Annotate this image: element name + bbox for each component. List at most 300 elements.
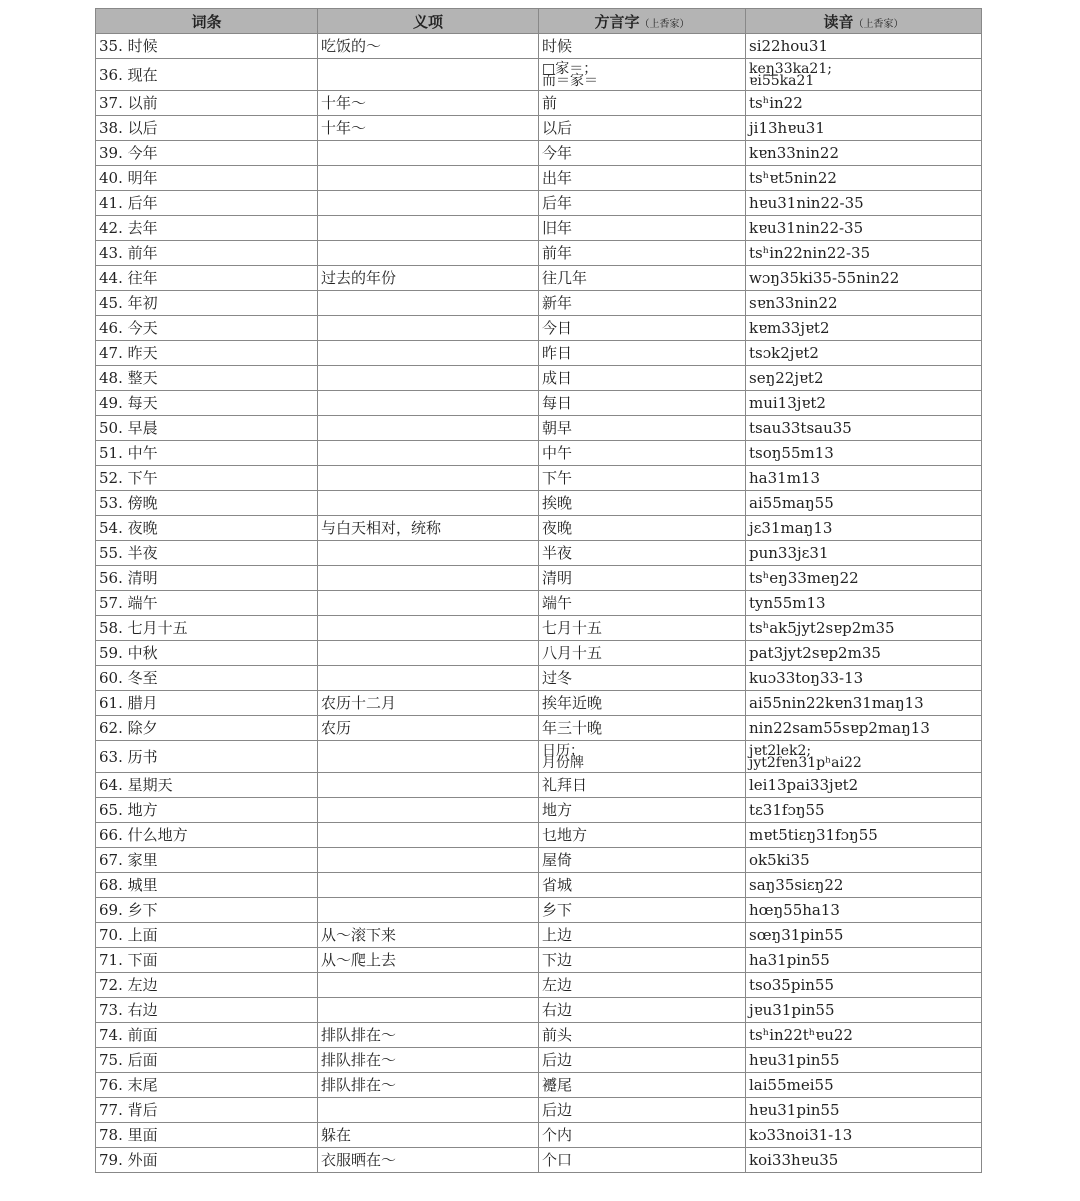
cell-reading-text: tsʰin22nin22-35 [749,244,871,262]
cell-meaning [318,666,539,691]
cell-dialect-text: 挨晚 [542,494,573,512]
cell-word [96,1123,318,1148]
cell-meaning [318,716,539,741]
cell-meaning [318,1123,539,1148]
table-row [96,391,982,416]
table-row [96,266,982,291]
cell-reading [746,616,982,641]
cell-reading-text: koi33hɐu35 [749,1151,839,1169]
cell-reading-text: tsau33tsau35 [749,419,852,437]
cell-word [96,691,318,716]
cell-dialect [539,266,746,291]
table-row [96,973,982,998]
cell-word-text: 47. 昨天 [99,344,158,362]
cell-reading-text: tsʰak5jyt2sɐp2m35 [749,619,895,637]
cell-dialect [539,898,746,923]
cell-dialect-text: □家＝； [542,60,598,77]
cell-word-text: 60. 冬至 [99,669,158,687]
cell-word-text: 56. 清明 [99,569,158,587]
cell-dialect [539,666,746,691]
cell-word [96,191,318,216]
table-row [96,591,982,616]
cell-word [96,873,318,898]
cell-meaning [318,241,539,266]
cell-dialect-text: 年三十晚 [542,719,603,737]
cell-meaning [318,1023,539,1048]
cell-reading [746,241,982,266]
cell-dialect [539,1073,746,1098]
cell-word [96,466,318,491]
cell-word [96,666,318,691]
cell-reading-text: hœŋ55ha13 [749,901,840,919]
table-row [96,34,982,59]
cell-meaning [318,516,539,541]
cell-reading-text: jɐt2lek2; [749,742,812,759]
cell-reading-text: ha31pin55 [749,951,830,969]
cell-dialect-text: 过冬 [542,669,573,687]
vocabulary-table-container [95,8,981,1173]
table-row [96,216,982,241]
cell-reading [746,1123,982,1148]
cell-dialect-text: 下午 [542,469,573,487]
cell-reading-text: ɐi55ka21 [749,72,815,89]
cell-dialect [539,848,746,873]
cell-meaning [318,416,539,441]
cell-word-text: 58. 七月十五 [99,619,188,637]
cell-word [96,898,318,923]
cell-dialect [539,291,746,316]
cell-dialect-text: 䙯尾 [542,1076,573,1094]
cell-word [96,716,318,741]
cell-word-text: 50. 早晨 [99,419,158,437]
cell-reading-text: pat3jyt2sɐp2m35 [749,644,881,662]
cell-word [96,141,318,166]
cell-dialect-text: 右边 [542,1001,573,1019]
cell-word-text: 43. 前年 [99,244,158,262]
table-row [96,241,982,266]
cell-meaning [318,266,539,291]
cell-dialect [539,716,746,741]
cell-dialect-text: 个内 [542,1126,573,1144]
cell-reading-text: kɐn33nin22 [749,144,839,162]
cell-dialect [539,641,746,666]
cell-dialect [539,466,746,491]
cell-dialect-text: 左边 [542,976,573,994]
cell-dialect-text: 新年 [542,294,573,312]
cell-reading-text: mɐt5tiɛŋ31fɔŋ55 [749,826,878,844]
cell-dialect [539,116,746,141]
cell-reading-text: seŋ22jɐt2 [749,369,824,387]
cell-meaning-text: 过去的年份 [321,269,397,287]
cell-word [96,823,318,848]
cell-reading-text: kɔ33noi31-13 [749,1126,853,1144]
cell-meaning-text: 十年～ [321,94,367,112]
cell-dialect [539,216,746,241]
cell-reading [746,191,982,216]
cell-dialect-text: 乡下 [542,901,573,919]
cell-dialect [539,1048,746,1073]
cell-dialect [539,391,746,416]
cell-word [96,91,318,116]
cell-word [96,391,318,416]
cell-dialect-text: 朝早 [542,419,573,437]
cell-dialect [539,1023,746,1048]
cell-word [96,241,318,266]
cell-word-text: 69. 乡下 [99,901,158,919]
cell-dialect [539,741,746,773]
cell-dialect-text: 礼拜日 [542,776,588,794]
cell-dialect [539,91,746,116]
cell-word-text: 55. 半夜 [99,544,158,562]
cell-reading [746,1048,982,1073]
cell-dialect-text: 中午 [542,444,573,462]
cell-reading [746,59,982,91]
cell-word [96,166,318,191]
cell-reading [746,923,982,948]
cell-reading [746,873,982,898]
cell-word [96,1073,318,1098]
cell-meaning [318,141,539,166]
cell-word-text: 54. 夜晚 [99,519,158,537]
cell-reading-text: tɛ31fɔŋ55 [749,801,825,819]
table-row [96,741,982,773]
cell-reading [746,366,982,391]
cell-reading [746,141,982,166]
cell-reading [746,441,982,466]
table-row [96,1073,982,1098]
cell-word-text: 78. 里面 [99,1126,158,1144]
cell-meaning-text: 排队排在～ [321,1026,397,1044]
cell-meaning [318,341,539,366]
cell-reading [746,823,982,848]
cell-reading [746,491,982,516]
table-row [96,691,982,716]
cell-reading-text: si22hou31 [749,37,829,55]
cell-meaning [318,691,539,716]
cell-dialect-text: 日历； [542,742,584,759]
cell-reading-text: hɐu31pin55 [749,1051,840,1069]
cell-meaning-text: 从～爬上去 [321,951,397,969]
cell-reading [746,416,982,441]
cell-dialect-text: 乜地方 [542,826,588,844]
cell-reading-text: hɐu31pin55 [749,1101,840,1119]
cell-reading [746,741,982,773]
cell-word [96,266,318,291]
table-row [96,1023,982,1048]
cell-reading-text: lai55mei55 [749,1076,834,1094]
cell-dialect [539,1123,746,1148]
cell-reading-text: tsʰeŋ33meŋ22 [749,569,859,587]
cell-word [96,416,318,441]
cell-word-text: 77. 背后 [99,1101,158,1119]
cell-reading-text: sœŋ31pin55 [749,926,844,944]
cell-meaning-text: 躲在 [321,1126,352,1144]
cell-dialect [539,798,746,823]
table-row [96,366,982,391]
cell-dialect-text: 清明 [542,569,573,587]
cell-word [96,541,318,566]
cell-dialect [539,416,746,441]
cell-meaning [318,898,539,923]
header-meaning: 义项 [318,9,539,34]
cell-dialect-text: 出年 [542,169,573,187]
cell-reading-text: tsʰɐt5nin22 [749,169,837,187]
cell-reading [746,716,982,741]
cell-reading [746,291,982,316]
cell-meaning [318,166,539,191]
cell-reading [746,666,982,691]
cell-meaning-text: 十年～ [321,119,367,137]
cell-reading-text: sɐn33nin22 [749,294,838,312]
cell-word [96,291,318,316]
cell-word-text: 49. 每天 [99,394,158,412]
cell-reading [746,1073,982,1098]
cell-reading [746,566,982,591]
cell-reading [746,848,982,873]
cell-meaning-text: 排队排在～ [321,1051,397,1069]
cell-dialect-text: 成日 [542,369,573,387]
cell-meaning-text: 从～滚下来 [321,926,397,944]
cell-dialect [539,541,746,566]
cell-reading [746,973,982,998]
cell-reading [746,1023,982,1048]
cell-reading-text: kɐm33jɐt2 [749,319,830,337]
cell-dialect-text: 地方 [542,801,573,819]
cell-word [96,1023,318,1048]
cell-word [96,1098,318,1123]
cell-dialect [539,773,746,798]
cell-dialect-text: 后边 [542,1051,573,1069]
cell-word-text: 42. 去年 [99,219,158,237]
cell-word-text: 75. 后面 [99,1051,158,1069]
cell-dialect [539,823,746,848]
cell-reading-text: kɐu31nin22-35 [749,219,864,237]
cell-dialect-text: 而＝家＝ [542,72,598,89]
table-row [96,416,982,441]
cell-meaning [318,923,539,948]
cell-word-text: 36. 现在 [99,65,158,84]
cell-word-text: 48. 整天 [99,369,158,387]
cell-meaning [318,491,539,516]
cell-reading [746,1098,982,1123]
cell-word-text: 52. 下午 [99,469,158,487]
cell-dialect-text: 前年 [542,244,573,262]
cell-meaning-text: 农历 [321,719,352,737]
cell-meaning [318,1073,539,1098]
cell-word [96,116,318,141]
cell-reading [746,166,982,191]
cell-dialect [539,166,746,191]
cell-reading-text: ji13hɐu31 [749,119,825,137]
cell-meaning [318,798,539,823]
table-row [96,1048,982,1073]
table-row [96,898,982,923]
cell-reading-text: keŋ33ka21; [749,60,832,77]
cell-word-text: 72. 左边 [99,976,158,994]
table-row [96,166,982,191]
cell-dialect [539,59,746,91]
cell-dialect [539,873,746,898]
cell-dialect [539,591,746,616]
cell-word [96,773,318,798]
cell-meaning [318,91,539,116]
cell-reading-text: tsʰin22tʰɐu22 [749,1026,853,1044]
cell-reading [746,516,982,541]
cell-meaning [318,291,539,316]
table-row [96,773,982,798]
table-row [96,59,982,91]
cell-meaning [318,316,539,341]
cell-word-text: 40. 明年 [99,169,158,187]
cell-reading [746,391,982,416]
cell-dialect-text: 以后 [542,119,573,137]
cell-meaning [318,1098,539,1123]
cell-meaning [318,391,539,416]
header-dialect-note: （上香家） [639,18,690,30]
cell-dialect [539,491,746,516]
cell-word-text: 71. 下面 [99,951,158,969]
table-row [96,1123,982,1148]
cell-dialect [539,341,746,366]
cell-dialect-text: 后年 [542,194,573,212]
table-row [96,141,982,166]
cell-reading [746,998,982,1023]
table-row [96,1098,982,1123]
cell-dialect [539,316,746,341]
cell-meaning [318,773,539,798]
cell-reading-text: lei13pai33jɐt2 [749,776,859,794]
cell-dialect [539,616,746,641]
cell-dialect-text: 月份牌 [542,754,584,771]
cell-word-text: 44. 往年 [99,269,158,287]
table-row [96,998,982,1023]
cell-word-text: 51. 中午 [99,444,158,462]
cell-dialect [539,241,746,266]
cell-reading-text: hɐu31nin22-35 [749,194,864,212]
cell-dialect [539,566,746,591]
cell-reading [746,591,982,616]
cell-dialect-text: 省城 [542,876,573,894]
cell-dialect-text: 个口 [542,1151,573,1169]
table-row [96,441,982,466]
table-row [96,1148,982,1173]
cell-meaning [318,566,539,591]
cell-reading [746,691,982,716]
cell-meaning [318,823,539,848]
cell-meaning-text: 衣服晒在～ [321,1151,397,1169]
table-row [96,341,982,366]
cell-word-text: 59. 中秋 [99,644,158,662]
cell-meaning [318,973,539,998]
cell-word [96,316,318,341]
cell-meaning [318,741,539,773]
cell-word-text: 35. 时候 [99,37,158,55]
table-row [96,716,982,741]
cell-meaning [318,116,539,141]
header-dialect: 方言字（上香家） [539,9,746,34]
cell-dialect-text: 挨年近晚 [542,694,603,712]
cell-reading [746,34,982,59]
cell-dialect-text: 下边 [542,951,573,969]
table-row [96,873,982,898]
table-row [96,191,982,216]
cell-reading [746,216,982,241]
table-row [96,316,982,341]
cell-dialect [539,441,746,466]
cell-word-text: 66. 什么地方 [99,826,188,844]
cell-meaning [318,616,539,641]
cell-dialect [539,948,746,973]
cell-meaning [318,998,539,1023]
table-row [96,291,982,316]
cell-meaning-text: 排队排在～ [321,1076,397,1094]
table-row [96,666,982,691]
cell-reading [746,898,982,923]
cell-dialect-text: 每日 [542,394,573,412]
cell-meaning [318,1048,539,1073]
cell-word [96,516,318,541]
table-body [96,34,982,1173]
cell-reading-text: tsoŋ55m13 [749,444,834,462]
cell-dialect-text: 端午 [542,594,573,612]
cell-dialect-text: 前 [542,94,558,112]
cell-word [96,341,318,366]
cell-reading [746,1148,982,1173]
table-row [96,641,982,666]
cell-meaning-text: 农历十二月 [321,694,397,712]
cell-word-text: 79. 外面 [99,1151,158,1169]
cell-reading-text: saŋ35siɛŋ22 [749,876,844,894]
cell-word-text: 65. 地方 [99,801,158,819]
cell-word-text: 61. 腊月 [99,694,158,712]
cell-word-text: 41. 后年 [99,194,158,212]
cell-meaning [318,34,539,59]
cell-meaning [318,466,539,491]
cell-dialect-text: 夜晚 [542,519,573,537]
cell-dialect [539,366,746,391]
cell-dialect-text: 时候 [542,37,573,55]
cell-dialect-text: 后边 [542,1101,573,1119]
cell-dialect [539,998,746,1023]
cell-word [96,34,318,59]
cell-reading-text: ha31m13 [749,469,821,487]
cell-reading-text: jɛ31maŋ13 [749,519,833,537]
cell-dialect [539,691,746,716]
cell-word [96,948,318,973]
cell-meaning [318,1148,539,1173]
table-row [96,91,982,116]
cell-reading [746,91,982,116]
cell-reading-text: wɔŋ35ki35-55nin22 [749,269,900,287]
cell-word-text: 63. 历书 [99,747,158,766]
table-row [96,491,982,516]
cell-meaning [318,191,539,216]
cell-meaning [318,59,539,91]
cell-reading [746,798,982,823]
cell-word [96,973,318,998]
table-row [96,516,982,541]
cell-dialect [539,34,746,59]
cell-word [96,1148,318,1173]
table-row [96,466,982,491]
cell-reading-text: kuɔ33toŋ33-13 [749,669,864,687]
cell-word-text: 45. 年初 [99,294,158,312]
cell-meaning [318,541,539,566]
cell-dialect [539,516,746,541]
cell-dialect-text: 往几年 [542,269,588,287]
cell-reading [746,316,982,341]
cell-reading-text: ai55nin22kɐn31maŋ13 [749,694,924,712]
